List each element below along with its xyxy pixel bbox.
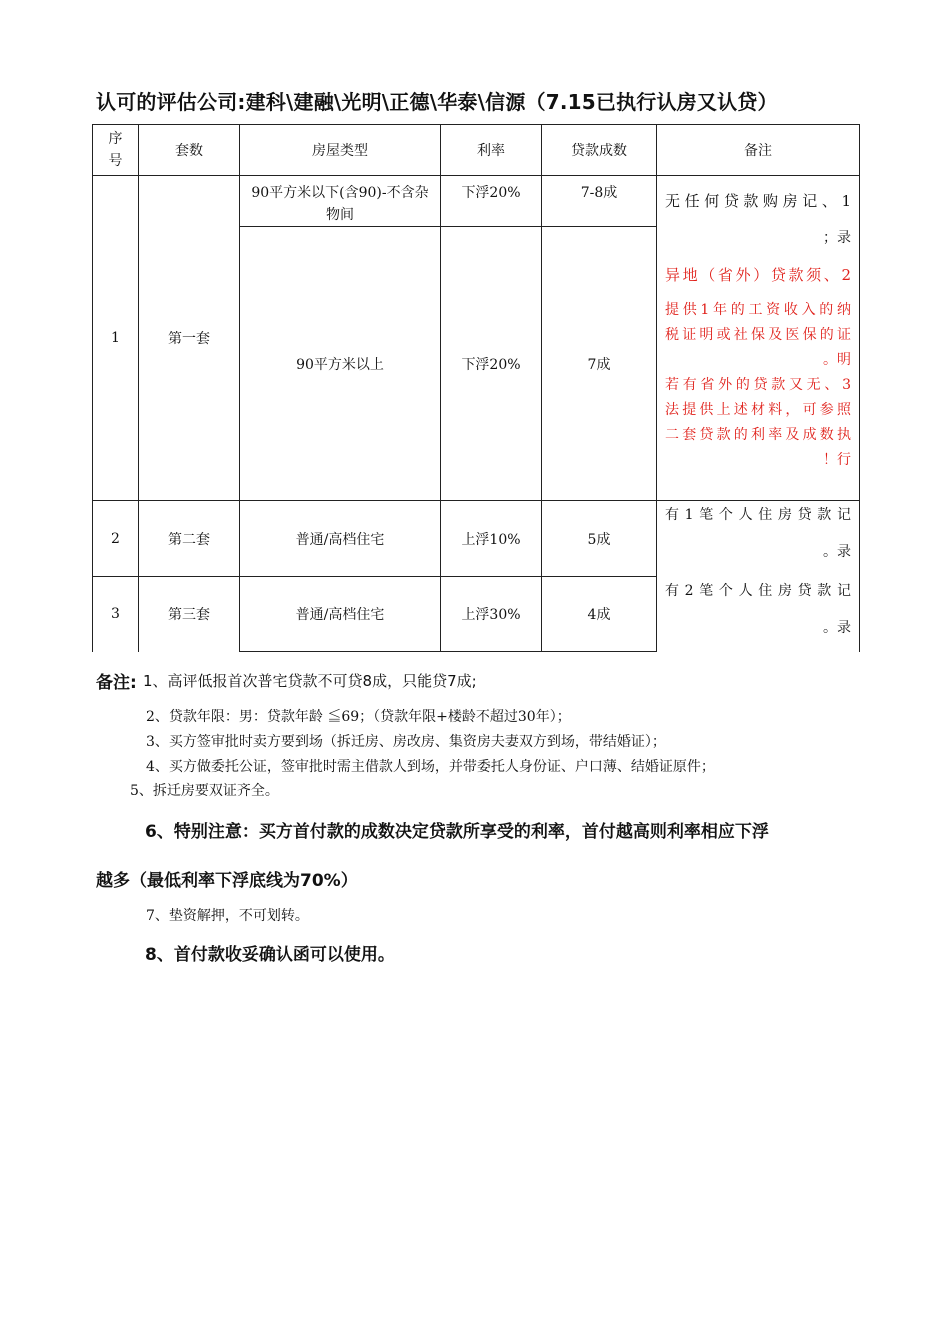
remark-line: 有1笔个人住房贷款记 [665, 507, 851, 523]
row-remark [657, 577, 860, 652]
remark-line: 法提供上述材料，可参照 [665, 402, 851, 418]
header-remark: 备注 [657, 125, 860, 176]
header-no: 序 号 [93, 125, 139, 176]
note-1: 1、高评低报首次普宅贷款不可贷8成，只能贷7成; [143, 672, 477, 690]
row-remark [657, 176, 860, 501]
row-ratio: 4成 [542, 577, 657, 652]
row-ratio: 7成 [542, 227, 657, 501]
table-row [93, 577, 860, 652]
note-3: 3、买方签审批时卖方要到场（拆迁房、房改房、集资房夫妻双方到场，带结婚证）； [146, 734, 666, 750]
remark-line: 若有省外的贷款又无、3 [665, 377, 851, 393]
row-set: 第三套 [139, 577, 240, 652]
row-set: 第二套 [139, 501, 240, 577]
remark-line: 。录 [823, 544, 851, 560]
row-type: 90平方米以上 [240, 227, 441, 501]
remark-line: ；录 [823, 230, 851, 246]
remark-line: 二套贷款的利率及成数执 [665, 427, 851, 443]
row-type: 普通/高档住宅 [240, 501, 441, 577]
row-no: 3 [93, 577, 139, 652]
row-type: 普通/高档住宅 [240, 577, 441, 652]
header-rate: 利率 [441, 125, 542, 176]
loan-policy-table [92, 124, 860, 652]
header-set: 套数 [139, 125, 240, 176]
remark-line: ！行 [823, 452, 851, 468]
notes-label: 备注: [96, 673, 137, 693]
remark-line: 税证明或社保及医保的证 [665, 327, 851, 343]
note-2: 2、贷款年限：男：贷款年龄 ≦69；（贷款年限+楼龄不超过30年）； [146, 709, 571, 725]
remark-line: 。明 [823, 352, 851, 368]
row-rate: 下浮20% [441, 227, 542, 501]
table-row [93, 501, 860, 577]
note-8: 8、首付款收妥确认函可以使用。 [145, 945, 395, 965]
row-ratio: 7-8成 [542, 176, 657, 227]
row-no: 2 [93, 501, 139, 577]
row-set: 第一套 [139, 176, 240, 501]
table-header-row [93, 125, 860, 176]
row-no: 1 [93, 176, 139, 501]
remark-line: 提供1年的工资收入的纳 [665, 302, 851, 318]
remark-line: 无任何贷款购房记、1 [665, 192, 851, 210]
note-4: 4、买方做委托公证，签审批时需主借款人到场，并带委托人身份证、户口薄、结婚证原件； [146, 759, 715, 775]
note-5: 5、拆迁房要双证齐全。 [130, 783, 279, 799]
note-7: 7、垫资解押，不可划转。 [146, 908, 309, 924]
row-ratio: 5成 [542, 501, 657, 577]
remark-line: 有2笔个人住房贷款记 [665, 582, 851, 599]
row-rate: 下浮20% [441, 176, 542, 227]
table-row [93, 176, 860, 227]
page-title: 认可的评估公司:建科\建融\光明\正德\华泰\信源（7.15已执行认房又认贷） [96, 90, 778, 114]
note-6-continued: 越多（最低利率下浮底线为70%） [96, 871, 358, 891]
remark-line: 异地（省外）贷款须、2 [665, 266, 851, 284]
row-rate: 上浮30% [441, 577, 542, 652]
row-rate: 上浮10% [441, 501, 542, 577]
note-6: 6、特别注意：买方首付款的成数决定贷款所享受的利率，首付越高则利率相应下浮 [145, 822, 769, 842]
remark-line: 。录 [823, 619, 851, 636]
header-type: 房屋类型 [240, 125, 441, 176]
header-ratio: 贷款成数 [542, 125, 657, 176]
row-remark [657, 501, 860, 577]
row-type: 90平方米以下(含90)-不含杂物间 [240, 176, 441, 227]
